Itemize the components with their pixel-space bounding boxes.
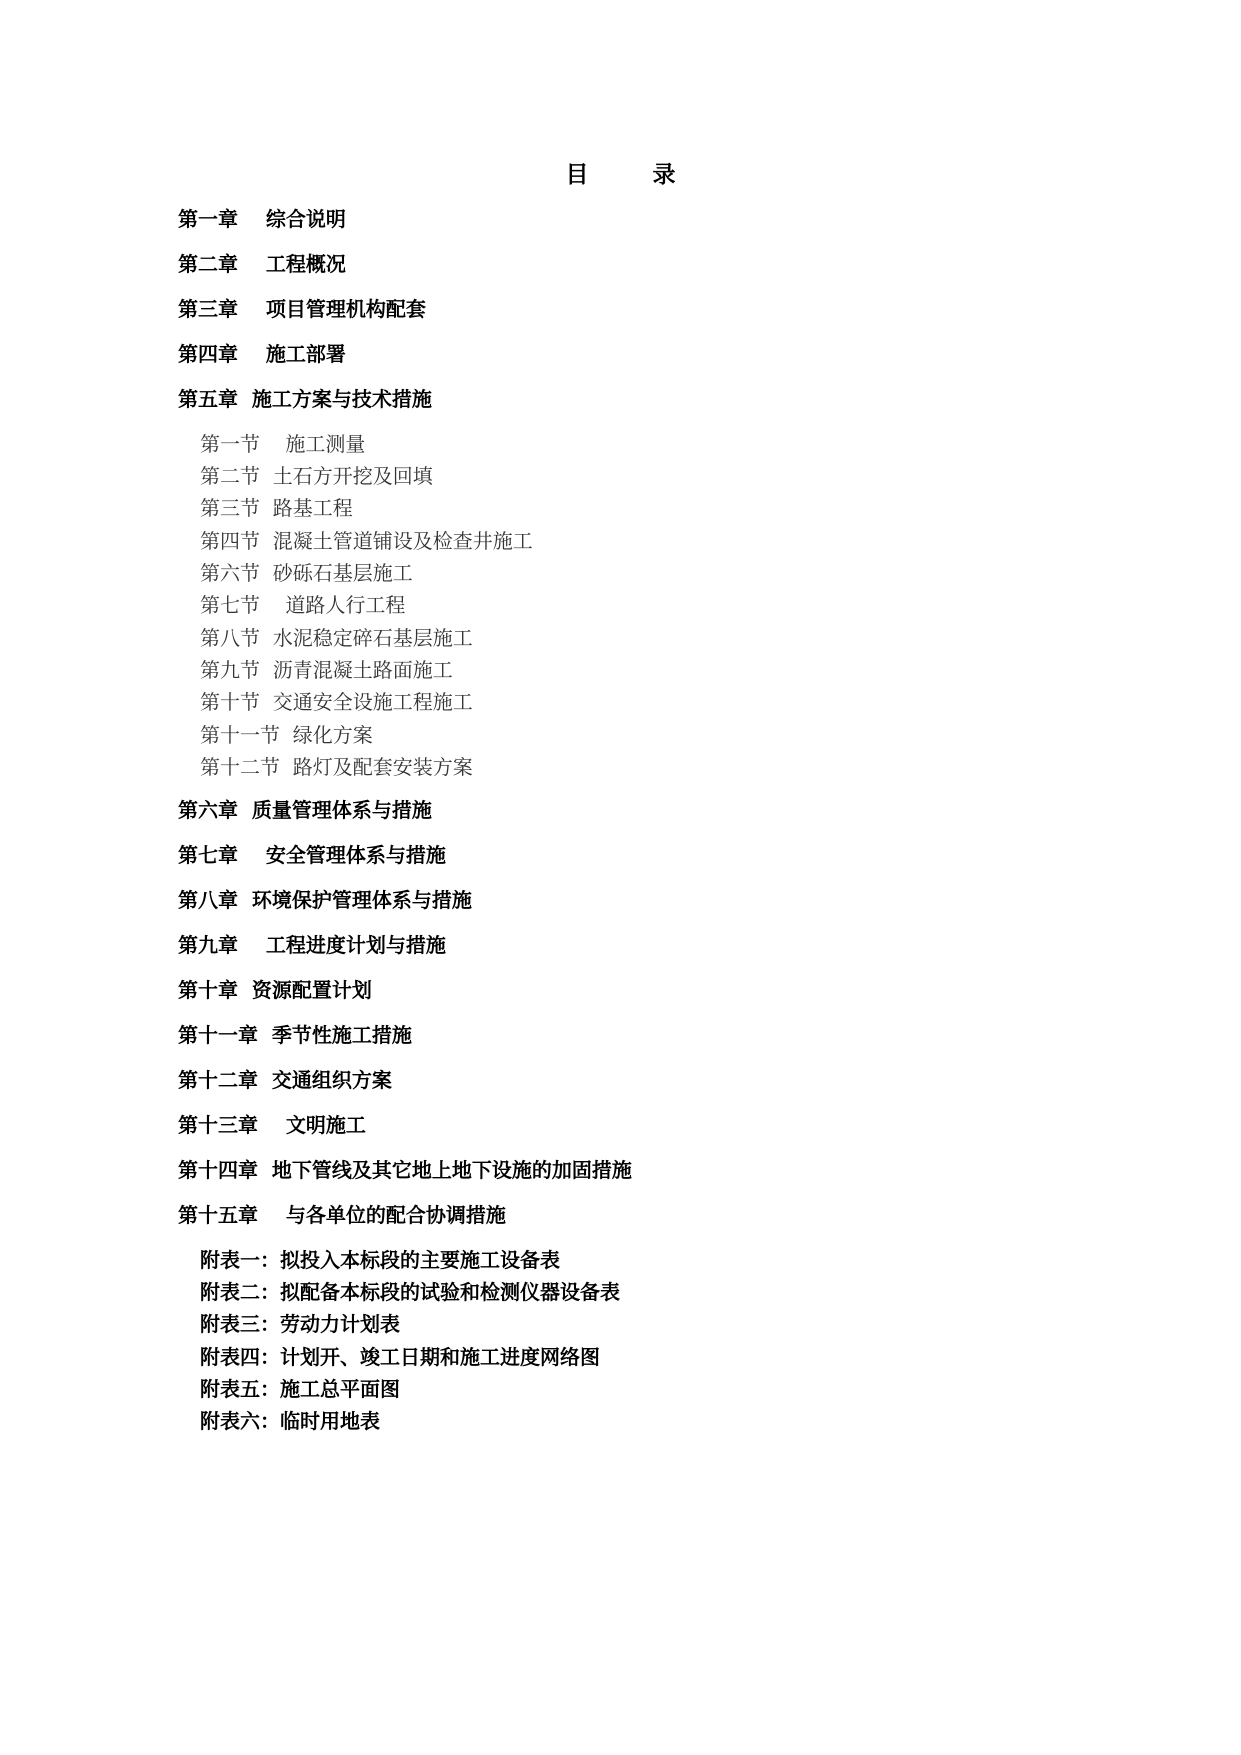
toc-section: 第十二节 路灯及配套安装方案 (200, 755, 473, 779)
toc-chapter: 第十五章 与各单位的配合协调措施 (178, 1203, 506, 1227)
toc-chapter: 第十四章 地下管线及其它地上地下设施的加固措施 (178, 1158, 632, 1182)
toc-section: 第三节 路基工程 (200, 496, 353, 520)
toc-chapter: 第三章 项目管理机构配套 (178, 297, 426, 321)
toc-chapter: 第二章 工程概况 (178, 252, 346, 276)
toc-section: 第四节 混凝土管道铺设及检查井施工 (200, 529, 533, 553)
toc-chapter: 第六章 质量管理体系与措施 (178, 798, 432, 822)
toc-section: 第八节 水泥稳定碎石基层施工 (200, 626, 473, 650)
toc-chapter: 第八章 环境保护管理体系与措施 (178, 888, 472, 912)
toc-appendix: 附表三：劳动力计划表 (200, 1312, 400, 1336)
toc-appendix: 附表六：临时用地表 (200, 1409, 380, 1433)
toc-section: 第十节 交通安全设施工程施工 (200, 690, 473, 714)
toc-chapter: 第四章 施工部署 (178, 342, 346, 366)
toc-section: 第九节 沥青混凝土路面施工 (200, 658, 453, 682)
toc-section: 第六节 砂砾石基层施工 (200, 561, 413, 585)
toc-appendix: 附表一：拟投入本标段的主要施工设备表 (200, 1248, 560, 1272)
toc-chapter: 第十三章 文明施工 (178, 1113, 366, 1137)
toc-appendix: 附表四：计划开、竣工日期和施工进度网络图 (200, 1345, 600, 1369)
toc-title: 目 录 (565, 162, 704, 188)
toc-chapter: 第十一章 季节性施工措施 (178, 1023, 412, 1047)
toc-section: 第十一节 绿化方案 (200, 723, 373, 747)
toc-appendix: 附表二：拟配备本标段的试验和检测仪器设备表 (200, 1280, 620, 1304)
toc-section: 第七节 道路人行工程 (200, 593, 406, 617)
toc-chapter: 第五章 施工方案与技术措施 (178, 387, 432, 411)
toc-chapter: 第十二章 交通组织方案 (178, 1068, 392, 1092)
toc-appendix: 附表五：施工总平面图 (200, 1377, 400, 1401)
toc-chapter: 第九章 工程进度计划与措施 (178, 933, 446, 957)
toc-section: 第一节 施工测量 (200, 432, 366, 456)
toc-section: 第二节 土石方开挖及回填 (200, 464, 433, 488)
toc-chapter: 第七章 安全管理体系与措施 (178, 843, 446, 867)
toc-chapter: 第一章 综合说明 (178, 207, 346, 231)
toc-chapter: 第十章 资源配置计划 (178, 978, 372, 1002)
